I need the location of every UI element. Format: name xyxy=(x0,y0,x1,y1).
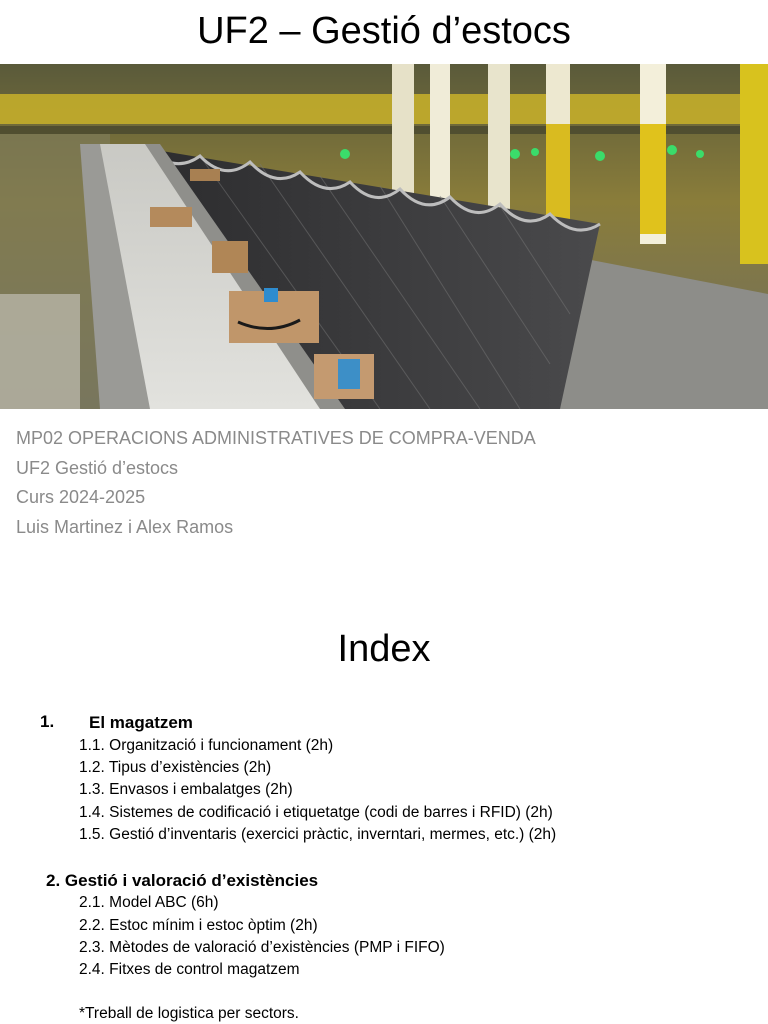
warehouse-conveyor-photo xyxy=(0,64,768,409)
course-year-line: Curs 2024-2025 xyxy=(16,487,146,507)
section-1-title: El magatzem xyxy=(89,713,193,732)
list-item: 2.2. Estoc mínim i estoc òptim (2h) xyxy=(79,917,318,934)
authors-line: Luis Martinez i Alex Ramos xyxy=(16,516,234,537)
unit-line: UF2 Gestió d’estocs xyxy=(16,457,179,478)
document-metadata xyxy=(16,424,536,542)
section-1-number: 1. xyxy=(40,712,55,731)
index-title: Index xyxy=(337,628,431,670)
list-item: 1.3. Envasos i embalatges (2h) xyxy=(79,781,293,798)
list-item: 1.1. Organització i funcionament (2h) xyxy=(79,737,334,754)
list-item: 2.3. Mètodes de valoració d’existències (PMP i FIFO) xyxy=(79,939,445,956)
footnote: *Treball de logistica per sectors. xyxy=(79,1005,299,1022)
list-item: 2.4. Fitxes de control magatzem xyxy=(79,961,300,978)
page-title: UF2 – Gestió d’estocs xyxy=(197,10,571,52)
section-2-title: 2. Gestió i valoració d’existències xyxy=(46,871,319,890)
module-line: MP02 OPERACIONS ADMINISTRATIVES DE COMPRA-VENDA xyxy=(16,428,536,448)
list-item: 2.1. Model ABC (6h) xyxy=(79,894,219,911)
list-item: 1.5. Gestió d’inventaris (exercici pràctic, inverntari, mermes, etc.) (2h) xyxy=(79,826,557,843)
list-item: 1.4. Sistemes de codificació i etiquetatge (codi de barres i RFID) (2h) xyxy=(79,804,553,821)
list-item: 1.2. Tipus d’existències (2h) xyxy=(79,759,272,776)
